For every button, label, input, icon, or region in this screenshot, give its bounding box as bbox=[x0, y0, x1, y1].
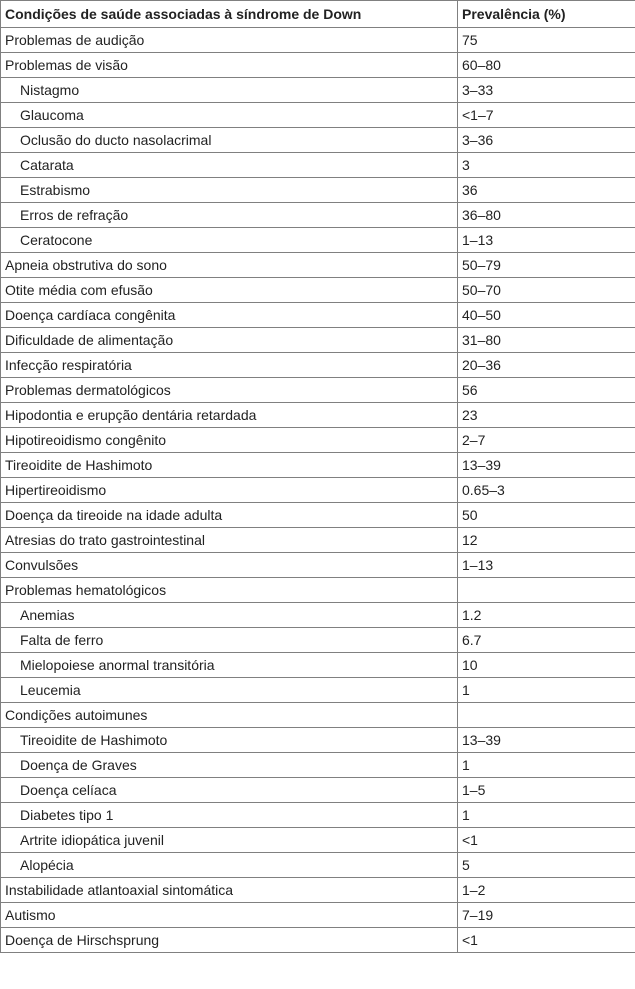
table-row bbox=[1, 853, 635, 878]
table-row bbox=[1, 678, 635, 703]
condition-cell: Tireoidite de Hashimoto bbox=[1, 453, 458, 478]
prevalence-cell: <1 bbox=[458, 828, 635, 853]
table-row bbox=[1, 128, 635, 153]
table-row bbox=[1, 878, 635, 903]
condition-cell: Erros de refração bbox=[1, 203, 458, 228]
prevalence-cell: 36–80 bbox=[458, 203, 635, 228]
prevalence-cell: 3–33 bbox=[458, 78, 635, 103]
prevalence-cell: 7–19 bbox=[458, 903, 635, 928]
condition-cell: Doença de Graves bbox=[1, 753, 458, 778]
condition-cell: Hipodontia e erupção dentária retardada bbox=[1, 403, 458, 428]
condition-cell: Doença da tireoide na idade adulta bbox=[1, 503, 458, 528]
prevalence-cell: 20–36 bbox=[458, 353, 635, 378]
condition-cell: Falta de ferro bbox=[1, 628, 458, 653]
prevalence-cell: 13–39 bbox=[458, 728, 635, 753]
prevalence-cell: <1 bbox=[458, 928, 635, 953]
header-prevalence: Prevalência (%) bbox=[458, 1, 635, 28]
condition-cell: Hipotireoidismo congênito bbox=[1, 428, 458, 453]
table-row bbox=[1, 53, 635, 78]
condition-cell: Glaucoma bbox=[1, 103, 458, 128]
condition-cell: Convulsões bbox=[1, 553, 458, 578]
prevalence-cell: 10 bbox=[458, 653, 635, 678]
table-header-row bbox=[1, 1, 635, 28]
condition-cell: Condições autoimunes bbox=[1, 703, 458, 728]
condition-cell: Dificuldade de alimentação bbox=[1, 328, 458, 353]
condition-cell: Estrabismo bbox=[1, 178, 458, 203]
table-row bbox=[1, 828, 635, 853]
condition-cell: Atresias do trato gastrointestinal bbox=[1, 528, 458, 553]
prevalence-cell: 75 bbox=[458, 28, 635, 53]
condition-cell: Doença cardíaca congênita bbox=[1, 303, 458, 328]
table-row bbox=[1, 653, 635, 678]
header-condition: Condições de saúde associadas à síndrome de Down bbox=[1, 1, 458, 28]
table-row bbox=[1, 28, 635, 53]
prevalence-cell: 1–2 bbox=[458, 878, 635, 903]
table-row bbox=[1, 303, 635, 328]
table-row bbox=[1, 728, 635, 753]
prevalence-cell: 1 bbox=[458, 678, 635, 703]
prevalence-cell: 0.65–3 bbox=[458, 478, 635, 503]
prevalence-cell: 3 bbox=[458, 153, 635, 178]
condition-cell: Problemas de audição bbox=[1, 28, 458, 53]
prevalence-cell: 1.2 bbox=[458, 603, 635, 628]
condition-cell: Anemias bbox=[1, 603, 458, 628]
prevalence-cell: 1–13 bbox=[458, 553, 635, 578]
table-row bbox=[1, 353, 635, 378]
table-row bbox=[1, 103, 635, 128]
table-row bbox=[1, 153, 635, 178]
prevalence-cell: 50–79 bbox=[458, 253, 635, 278]
table-row bbox=[1, 553, 635, 578]
condition-cell: Doença de Hirschsprung bbox=[1, 928, 458, 953]
table-row bbox=[1, 753, 635, 778]
condition-cell: Problemas dermatológicos bbox=[1, 378, 458, 403]
table-row bbox=[1, 478, 635, 503]
condition-cell: Alopécia bbox=[1, 853, 458, 878]
table-row bbox=[1, 703, 635, 728]
prevalence-cell: 1 bbox=[458, 803, 635, 828]
table-row bbox=[1, 628, 635, 653]
prevalence-cell: 2–7 bbox=[458, 428, 635, 453]
table-row bbox=[1, 78, 635, 103]
condition-cell: Diabetes tipo 1 bbox=[1, 803, 458, 828]
table-row bbox=[1, 278, 635, 303]
prevalence-cell: 12 bbox=[458, 528, 635, 553]
table-row bbox=[1, 228, 635, 253]
table-row bbox=[1, 778, 635, 803]
table-row bbox=[1, 378, 635, 403]
table-row bbox=[1, 253, 635, 278]
prevalence-cell bbox=[458, 578, 635, 603]
prevalence-cell: <1–7 bbox=[458, 103, 635, 128]
table-row bbox=[1, 928, 635, 953]
table-row bbox=[1, 428, 635, 453]
condition-cell: Doença celíaca bbox=[1, 778, 458, 803]
table-row bbox=[1, 578, 635, 603]
table-row bbox=[1, 453, 635, 478]
prevalence-cell bbox=[458, 703, 635, 728]
table-row bbox=[1, 903, 635, 928]
condition-cell: Instabilidade atlantoaxial sintomática bbox=[1, 878, 458, 903]
condition-cell: Autismo bbox=[1, 903, 458, 928]
condition-cell: Artrite idiopática juvenil bbox=[1, 828, 458, 853]
condition-cell: Mielopoiese anormal transitória bbox=[1, 653, 458, 678]
condition-cell: Problemas hematológicos bbox=[1, 578, 458, 603]
table-row bbox=[1, 403, 635, 428]
prevalence-cell: 3–36 bbox=[458, 128, 635, 153]
prevalence-cell: 13–39 bbox=[458, 453, 635, 478]
table-row bbox=[1, 603, 635, 628]
table-row bbox=[1, 528, 635, 553]
table-row bbox=[1, 328, 635, 353]
prevalence-cell: 40–50 bbox=[458, 303, 635, 328]
condition-cell: Tireoidite de Hashimoto bbox=[1, 728, 458, 753]
prevalence-cell: 50 bbox=[458, 503, 635, 528]
condition-cell: Apneia obstrutiva do sono bbox=[1, 253, 458, 278]
table-row bbox=[1, 803, 635, 828]
condition-cell: Otite média com efusão bbox=[1, 278, 458, 303]
condition-cell: Problemas de visão bbox=[1, 53, 458, 78]
prevalence-cell: 31–80 bbox=[458, 328, 635, 353]
table-row bbox=[1, 178, 635, 203]
condition-cell: Nistagmo bbox=[1, 78, 458, 103]
prevalence-cell: 1–5 bbox=[458, 778, 635, 803]
prevalence-cell: 1–13 bbox=[458, 228, 635, 253]
table-row bbox=[1, 203, 635, 228]
prevalence-cell: 36 bbox=[458, 178, 635, 203]
condition-cell: Catarata bbox=[1, 153, 458, 178]
table-body bbox=[1, 28, 635, 953]
prevalence-cell: 50–70 bbox=[458, 278, 635, 303]
prevalence-cell: 60–80 bbox=[458, 53, 635, 78]
prevalence-cell: 56 bbox=[458, 378, 635, 403]
prevalence-cell: 1 bbox=[458, 753, 635, 778]
condition-cell: Infecção respiratória bbox=[1, 353, 458, 378]
condition-cell: Hipertireoidismo bbox=[1, 478, 458, 503]
condition-cell: Leucemia bbox=[1, 678, 458, 703]
condition-cell: Oclusão do ducto nasolacrimal bbox=[1, 128, 458, 153]
table-row bbox=[1, 503, 635, 528]
prevalence-cell: 6.7 bbox=[458, 628, 635, 653]
prevalence-cell: 23 bbox=[458, 403, 635, 428]
prevalence-cell: 5 bbox=[458, 853, 635, 878]
condition-cell: Ceratocone bbox=[1, 228, 458, 253]
